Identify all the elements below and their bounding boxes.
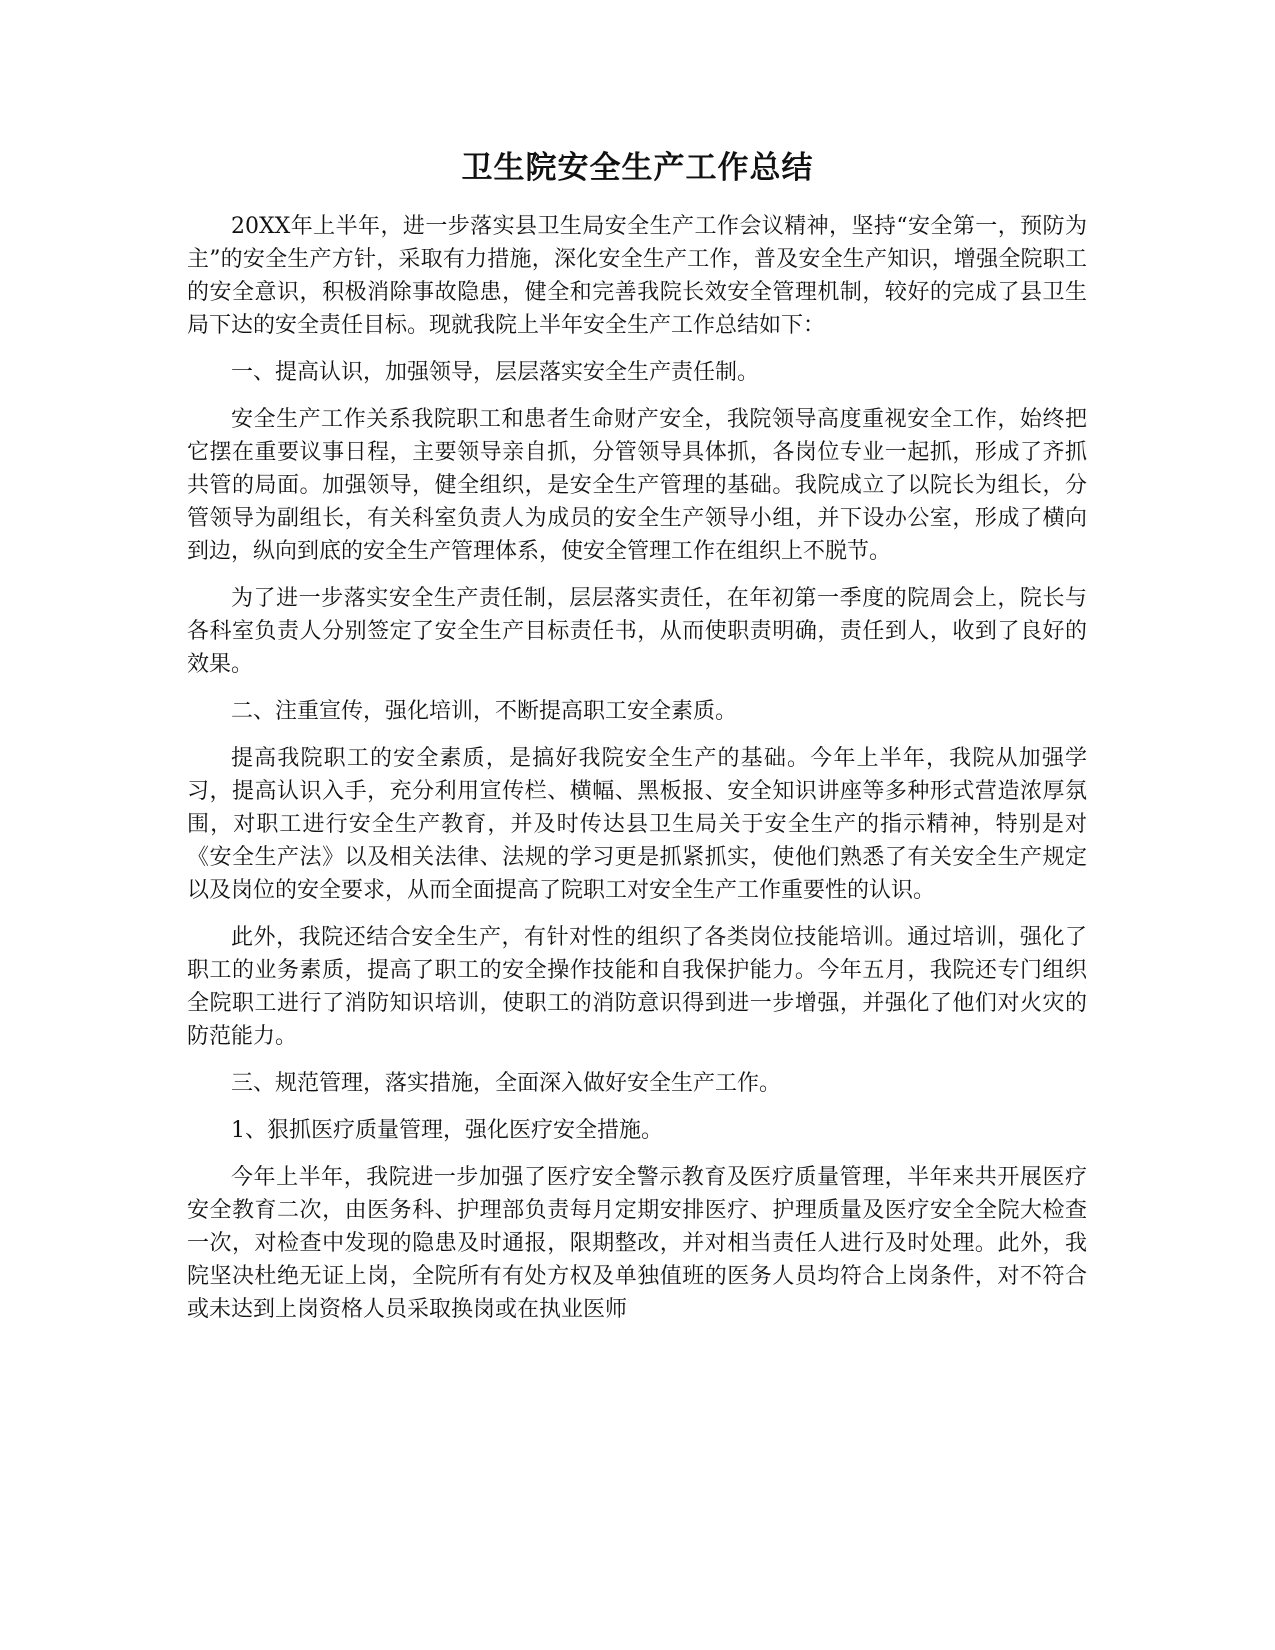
paragraph-intro: 20XX年上半年，进一步落实县卫生局安全生产工作会议精神，坚持“安全第一，预防为主”的安全生产方针，采取有力措施，深化安全生产工作，普及安全生产知识，增强全院职工的安全意识，积极消除事故隐患，健全和完善我院长效安全管理机制，较好的完成了县卫生局下达的安全责任目标。现就我院上半年安全生产工作总结如下： bbox=[187, 214, 1087, 338]
paragraph-leadership: 安全生产工作关系我院职工和患者生命财产安全，我院领导高度重视安全工作，始终把它摆在重要议事日程，主要领导亲自抓，分管领导具体抓，各岗位专业一起抓，形成了齐抓共管的局面。加强领导，健全组织，是安全生产管理的基础。我院成立了以院长为组长，分管领导为副组长，有关科室负责人为成员的安全生产领导小组，并下设办公室，形成了横向到边，纵向到底的安全生产管理体系，使安全管理工作在组织上不脱节。 bbox=[187, 407, 1087, 564]
paragraph-medical-quality: 今年上半年，我院进一步加强了医疗安全警示教育及医疗质量管理，半年来共开展医疗安全教育二次，由医务科、护理部负责每月定期安排医疗、护理质量及医疗安全全院大检查一次，对检查中发现的隐患及时通报，限期整改，并对相当责任人进行及时处理。此外，我院坚决杜绝无证上岗，全院所有有处方权及单独值班的医务人员均符合上岗条件，对不符合或未达到上岗资格人员采取换岗或在执业医师 bbox=[187, 1165, 1087, 1322]
section-heading-3: 三、规范管理，落实措施，全面深入做好安全生产工作。 bbox=[231, 1071, 782, 1096]
document-body bbox=[187, 210, 1087, 1340]
section-heading-1: 一、提高认识，加强领导，层层落实安全生产责任制。 bbox=[231, 360, 760, 385]
paragraph-responsibility: 为了进一步落实安全生产责任制，层层落实责任，在年初第一季度的院周会上，院长与各科室负责人分别签定了安全生产目标责任书，从而使职责明确，责任到人，收到了良好的效果。 bbox=[187, 586, 1087, 677]
subsection-heading-1: 1、狠抓医疗质量管理，强化医疗安全措施。 bbox=[231, 1118, 663, 1143]
section-heading-2: 二、注重宣传，强化培训，不断提高职工安全素质。 bbox=[231, 699, 738, 724]
paragraph-skills: 此外，我院还结合安全生产，有针对性的组织了各类岗位技能培训。通过培训，强化了职工的业务素质，提高了职工的安全操作技能和自我保护能力。今年五月，我院还专门组织全院职工进行了消防知识培训，使职工的消防意识得到进一步增强，并强化了他们对火灾的防范能力。 bbox=[187, 925, 1087, 1049]
document-title: 卫生院安全生产工作总结 bbox=[461, 150, 814, 186]
paragraph-training: 提高我院职工的安全素质，是搞好我院安全生产的基础。今年上半年，我院从加强学习，提高认识入手，充分利用宣传栏、横幅、黑板报、安全知识讲座等多种形式营造浓厚氛围，对职工进行安全生产教育，并及时传达县卫生局关于安全生产的指示精神，特别是对《安全生产法》以及相关法律、法规的学习更是抓紧抓实，使他们熟悉了有关安全生产规定以及岗位的安全要求，从而全面提高了院职工对安全生产工作重要性的认识。 bbox=[187, 746, 1087, 903]
